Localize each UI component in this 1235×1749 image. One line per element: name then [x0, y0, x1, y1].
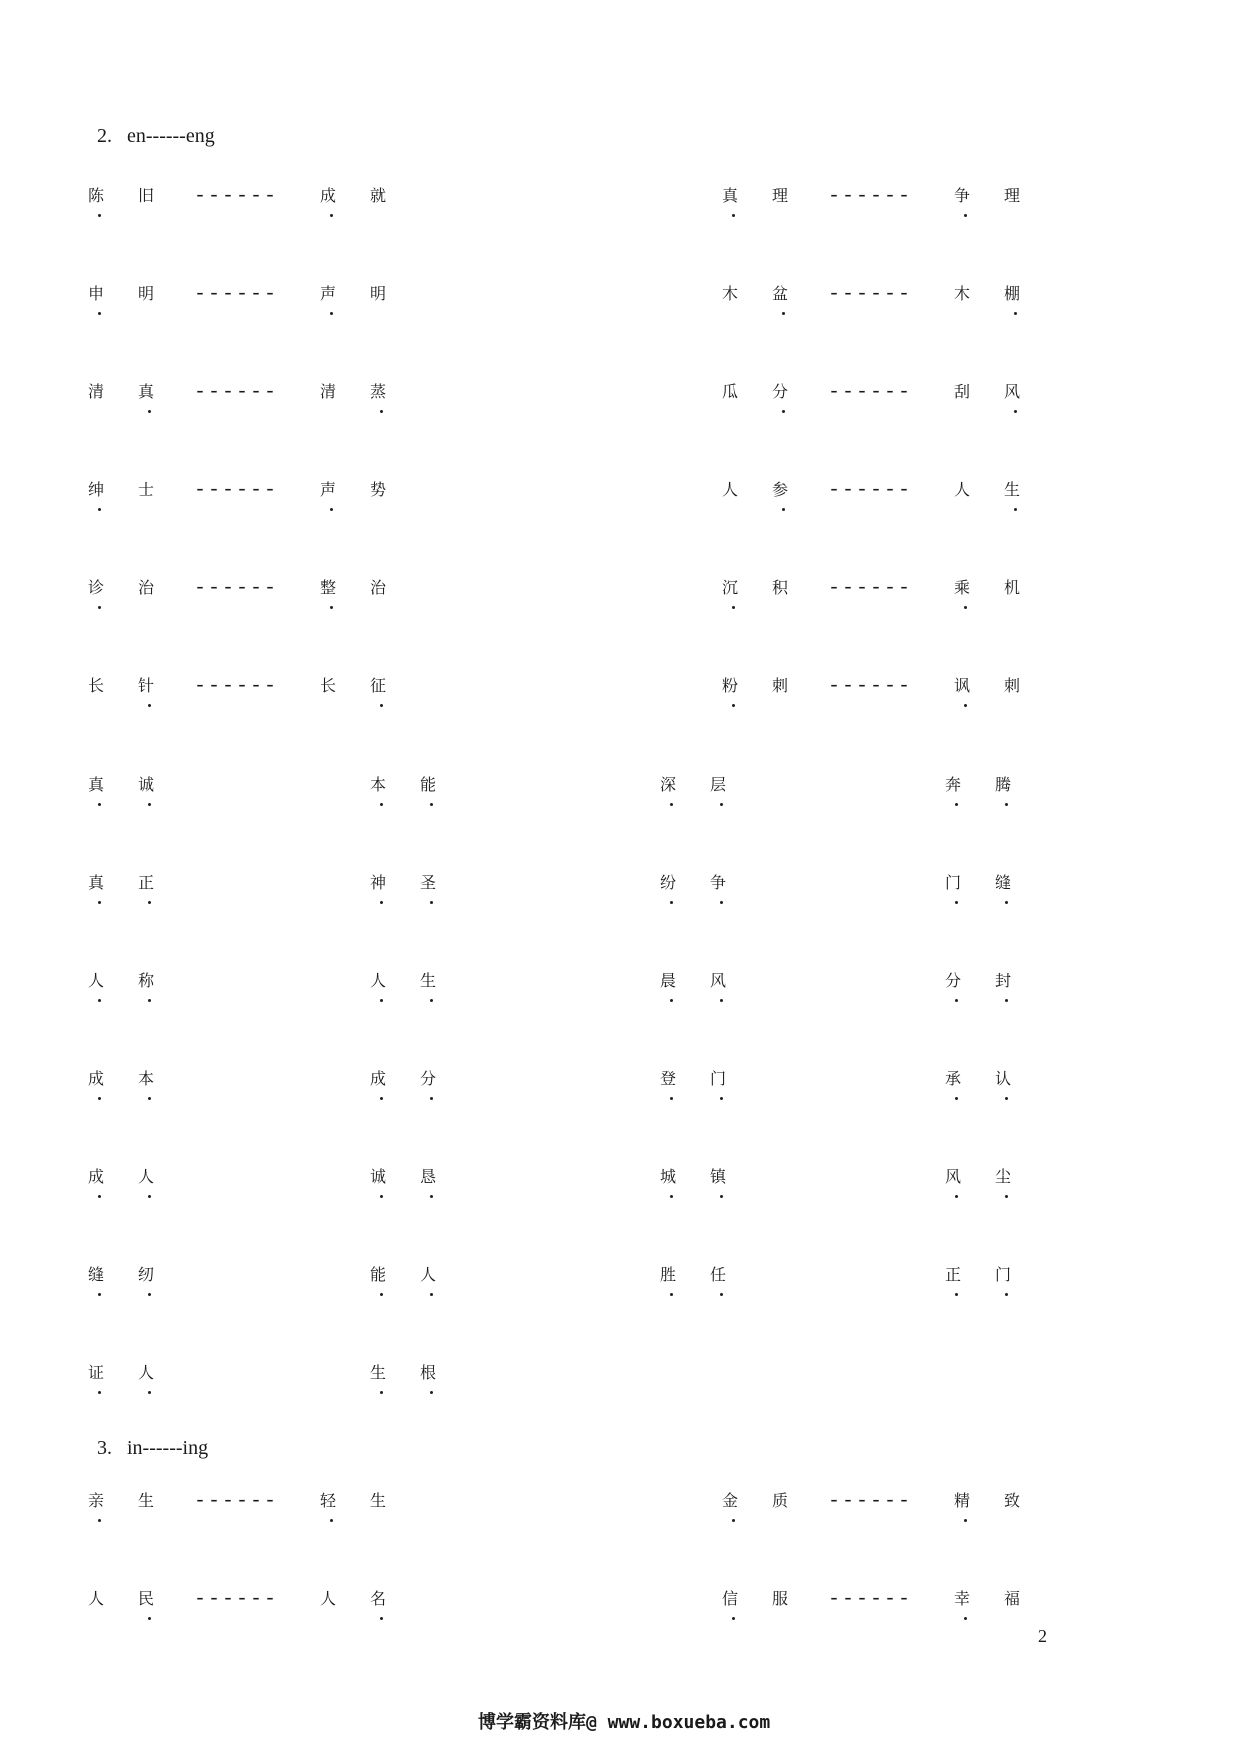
vocabulary-word: [88, 1262, 188, 1285]
dash-separator: ------: [828, 1588, 913, 1611]
dotted-character: 真: [722, 183, 772, 206]
pair-word-right: [320, 673, 420, 696]
character: 人: [954, 480, 971, 499]
character: 刺: [1004, 676, 1021, 695]
character: 清: [320, 382, 337, 401]
pair-word-left: [88, 477, 188, 500]
dotted-character: 门: [710, 1066, 760, 1089]
vocabulary-word: [660, 1164, 760, 1187]
dotted-character: 奔: [945, 772, 995, 795]
vocabulary-word: [88, 968, 188, 991]
section-title: en------eng: [127, 125, 215, 147]
dash-separator: ------: [194, 1588, 279, 1611]
vocabulary-word: [945, 772, 1045, 795]
character: 明: [138, 284, 155, 303]
dotted-character: 证: [88, 1360, 138, 1383]
dash-separator: ------: [828, 185, 913, 208]
dash-separator: ------: [194, 381, 279, 404]
dotted-character: 真: [138, 379, 188, 402]
pair-word-left: [722, 575, 822, 598]
dotted-character: 成: [370, 1066, 420, 1089]
dotted-character: 人: [138, 1164, 188, 1187]
character: 明: [370, 284, 387, 303]
dotted-character: 真: [88, 870, 138, 893]
dotted-character: 声: [320, 477, 370, 500]
dotted-character: 人: [420, 1262, 470, 1285]
dash-separator: ------: [194, 479, 279, 502]
dotted-character: 神: [370, 870, 420, 893]
footer-watermark: 博学霸资料库@ www.boxueba.com: [478, 1712, 771, 1733]
dotted-character: 城: [660, 1164, 710, 1187]
dotted-character: 真: [88, 772, 138, 795]
dotted-character: 成: [88, 1164, 138, 1187]
vocabulary-word: [660, 968, 760, 991]
dotted-character: 本: [370, 772, 420, 795]
dotted-character: 粉: [722, 673, 772, 696]
vocabulary-word: [660, 1066, 760, 1089]
dotted-character: 民: [138, 1586, 188, 1609]
vocabulary-word: [88, 1360, 188, 1383]
vocabulary-word: [88, 1164, 188, 1187]
vocabulary-word: [660, 1262, 760, 1285]
dash-separator: ------: [828, 479, 913, 502]
dotted-character: 声: [320, 281, 370, 304]
vocabulary-word: [370, 1360, 470, 1383]
vocabulary-word: [945, 968, 1045, 991]
dash-separator: ------: [828, 1490, 913, 1513]
pair-word-right: [954, 477, 1054, 500]
pair-word-right: [954, 1586, 1054, 1609]
dash-separator: ------: [194, 1490, 279, 1513]
pair-word-right: [320, 183, 420, 206]
dotted-character: 能: [370, 1262, 420, 1285]
character: 士: [138, 480, 155, 499]
character: 服: [772, 1589, 789, 1608]
dotted-character: 成: [88, 1066, 138, 1089]
pair-word-left: [88, 183, 188, 206]
dotted-character: 分: [772, 379, 822, 402]
character: 长: [88, 676, 105, 695]
character: 生: [138, 1491, 155, 1510]
vocabulary-word: [945, 1164, 1045, 1187]
vocabulary-word: [370, 1164, 470, 1187]
dotted-character: 绅: [88, 477, 138, 500]
dotted-character: 称: [138, 968, 188, 991]
dotted-character: 棚: [1004, 281, 1054, 304]
character: 生: [370, 1491, 387, 1510]
character: 质: [772, 1491, 789, 1510]
dash-separator: ------: [828, 577, 913, 600]
dotted-character: 整: [320, 575, 370, 598]
vocabulary-word: [945, 870, 1045, 893]
dotted-character: 名: [370, 1586, 420, 1609]
dash-separator: ------: [194, 577, 279, 600]
character: 木: [722, 284, 739, 303]
dotted-character: 门: [945, 870, 995, 893]
character: 瓜: [722, 382, 739, 401]
dotted-character: 缝: [995, 870, 1045, 893]
character: 人: [722, 480, 739, 499]
dotted-character: 纫: [138, 1262, 188, 1285]
dotted-character: 风: [710, 968, 760, 991]
dash-separator: ------: [194, 675, 279, 698]
dotted-character: 根: [420, 1360, 470, 1383]
dotted-character: 参: [772, 477, 822, 500]
dotted-character: 深: [660, 772, 710, 795]
dotted-character: 圣: [420, 870, 470, 893]
pair-word-left: [88, 673, 188, 696]
pair-word-left: [88, 1488, 188, 1511]
vocabulary-word: [370, 772, 470, 795]
pair-word-right: [320, 379, 420, 402]
character: 理: [1004, 186, 1021, 205]
dotted-character: 风: [945, 1164, 995, 1187]
dotted-character: 分: [945, 968, 995, 991]
dotted-character: 争: [710, 870, 760, 893]
vocabulary-word: [88, 870, 188, 893]
pair-word-left: [722, 1488, 822, 1511]
dotted-character: 讽: [954, 673, 1004, 696]
dotted-character: 认: [995, 1066, 1045, 1089]
dotted-character: 封: [995, 968, 1045, 991]
section-3-heading: [97, 1437, 208, 1460]
dotted-character: 胜: [660, 1262, 710, 1285]
vocabulary-word: [370, 968, 470, 991]
dotted-character: 金: [722, 1488, 772, 1511]
pair-word-right: [320, 477, 420, 500]
dotted-character: 正: [138, 870, 188, 893]
page-number: 2: [1038, 1626, 1047, 1646]
character: 势: [370, 480, 387, 499]
dotted-character: 人: [370, 968, 420, 991]
dotted-character: 生: [1004, 477, 1054, 500]
dotted-character: 分: [420, 1066, 470, 1089]
character: 治: [138, 578, 155, 597]
vocabulary-word: [660, 772, 760, 795]
dotted-character: 盆: [772, 281, 822, 304]
dotted-character: 人: [88, 968, 138, 991]
dash-separator: ------: [828, 675, 913, 698]
character: 福: [1004, 1589, 1021, 1608]
dotted-character: 征: [370, 673, 420, 696]
pair-word-right: [954, 183, 1054, 206]
dotted-character: 登: [660, 1066, 710, 1089]
dotted-character: 能: [420, 772, 470, 795]
dash-separator: ------: [828, 381, 913, 404]
dotted-character: 亲: [88, 1488, 138, 1511]
dotted-character: 门: [995, 1262, 1045, 1285]
pair-word-left: [722, 183, 822, 206]
vocabulary-word: [660, 870, 760, 893]
character: 长: [320, 676, 337, 695]
pair-word-right: [954, 379, 1054, 402]
pair-word-right: [320, 281, 420, 304]
character: 机: [1004, 578, 1021, 597]
pair-word-left: [722, 477, 822, 500]
character: 人: [88, 1589, 105, 1608]
dotted-character: 风: [1004, 379, 1054, 402]
character: 刺: [772, 676, 789, 695]
dotted-character: 生: [420, 968, 470, 991]
pair-word-right: [320, 575, 420, 598]
pair-word-left: [88, 281, 188, 304]
pair-word-right: [954, 673, 1054, 696]
dotted-character: 镇: [710, 1164, 760, 1187]
pair-word-left: [88, 1586, 188, 1609]
character: 刮: [954, 382, 971, 401]
dash-separator: ------: [828, 283, 913, 306]
dash-separator: ------: [194, 185, 279, 208]
section-title: in------ing: [127, 1437, 209, 1459]
character: 人: [320, 1589, 337, 1608]
pair-word-left: [722, 281, 822, 304]
character: 理: [772, 186, 789, 205]
vocabulary-word: [370, 1066, 470, 1089]
pair-word-right: [954, 575, 1054, 598]
dotted-character: 恳: [420, 1164, 470, 1187]
pair-word-right: [954, 1488, 1054, 1511]
character: 积: [772, 578, 789, 597]
vocabulary-word: [370, 870, 470, 893]
character: 木: [954, 284, 971, 303]
character: 旧: [138, 186, 155, 205]
dotted-character: 轻: [320, 1488, 370, 1511]
vocabulary-word: [945, 1262, 1045, 1285]
dotted-character: 成: [320, 183, 370, 206]
pair-word-left: [722, 1586, 822, 1609]
dotted-character: 沉: [722, 575, 772, 598]
dotted-character: 申: [88, 281, 138, 304]
dotted-character: 晨: [660, 968, 710, 991]
dotted-character: 诚: [370, 1164, 420, 1187]
section-number: 3.: [97, 1437, 112, 1459]
character: 致: [1004, 1491, 1021, 1510]
pair-word-right: [320, 1488, 420, 1511]
dotted-character: 争: [954, 183, 1004, 206]
pair-word-left: [88, 575, 188, 598]
dash-separator: ------: [194, 283, 279, 306]
vocabulary-word: [88, 772, 188, 795]
dotted-character: 任: [710, 1262, 760, 1285]
pair-word-right: [954, 281, 1054, 304]
dotted-character: 精: [954, 1488, 1004, 1511]
dotted-character: 陈: [88, 183, 138, 206]
dotted-character: 腾: [995, 772, 1045, 795]
dotted-character: 信: [722, 1586, 772, 1609]
dotted-character: 人: [138, 1360, 188, 1383]
character: 治: [370, 578, 387, 597]
dotted-character: 乘: [954, 575, 1004, 598]
vocabulary-word: [88, 1066, 188, 1089]
pair-word-left: [88, 379, 188, 402]
section-number: 2.: [97, 125, 112, 147]
dotted-character: 针: [138, 673, 188, 696]
dotted-character: 本: [138, 1066, 188, 1089]
dotted-character: 生: [370, 1360, 420, 1383]
vocabulary-word: [370, 1262, 470, 1285]
pair-word-left: [722, 673, 822, 696]
pair-word-left: [722, 379, 822, 402]
dotted-character: 诚: [138, 772, 188, 795]
dotted-character: 缝: [88, 1262, 138, 1285]
vocabulary-word: [945, 1066, 1045, 1089]
dotted-character: 蒸: [370, 379, 420, 402]
dotted-character: 层: [710, 772, 760, 795]
character: 就: [370, 186, 387, 205]
dotted-character: 纷: [660, 870, 710, 893]
dotted-character: 幸: [954, 1586, 1004, 1609]
character: 清: [88, 382, 105, 401]
dotted-character: 尘: [995, 1164, 1045, 1187]
dotted-character: 诊: [88, 575, 138, 598]
dotted-character: 正: [945, 1262, 995, 1285]
dotted-character: 承: [945, 1066, 995, 1089]
pair-word-right: [320, 1586, 420, 1609]
section-2-heading: [97, 125, 215, 148]
